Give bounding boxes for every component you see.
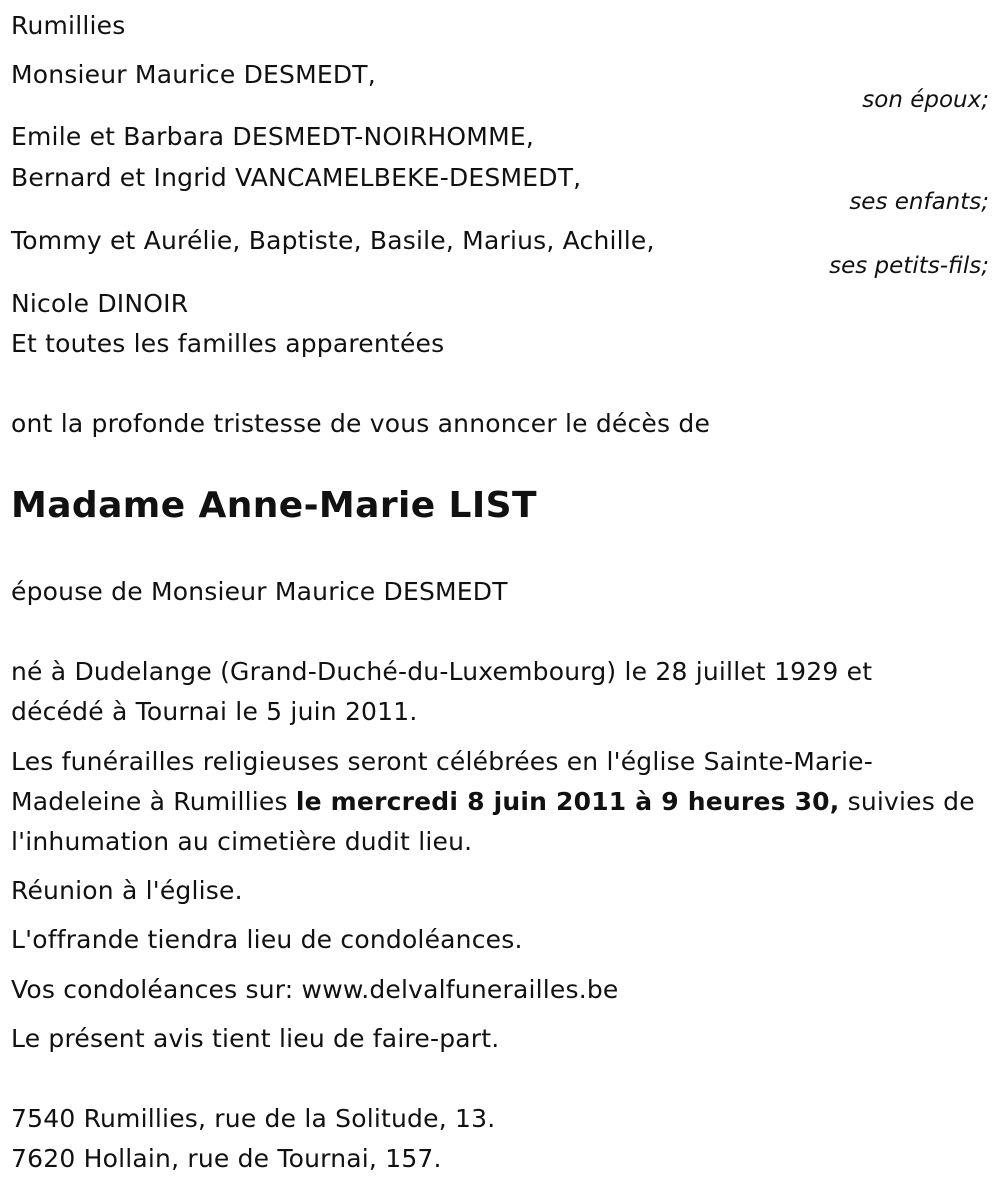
child-line-1: Emile et Barbara DESMEDT-NOIRHOMME, (11, 122, 534, 151)
address-2: 7620 Hollain, rue de Tournai, 157. (11, 1144, 442, 1173)
funeral-line-2 (11, 782, 975, 822)
death-line: décédé à Tournai le 5 juin 2011. (11, 697, 418, 726)
address-1: 7540 Rumillies, rue de la Solitude, 13. (11, 1104, 496, 1133)
announcement-text: ont la profonde tristesse de vous annoncer le décès de (11, 409, 711, 438)
funeral-line-3: l'inhumation au cimetière dudit lieu. (11, 827, 473, 856)
locality: Rumillies (11, 11, 126, 40)
note-condolences-url: Vos condoléances sur: www.delvalfunerailles.be (11, 975, 619, 1004)
birth-line: né à Dudelange (Grand-Duché-du-Luxembourg) le 28 juillet 1929 et (11, 657, 873, 686)
other-relative-2: Et toutes les familles apparentées (11, 329, 445, 358)
note-offering: L'offrande tiendra lieu de condoléances. (11, 925, 523, 954)
note-notice: Le présent avis tient lieu de faire-part. (11, 1024, 500, 1053)
children-relation: ses enfants; (849, 189, 989, 215)
funeral-line-1: Les funérailles religieuses seront célébrées en l'église Sainte-Marie- (11, 747, 873, 776)
other-relative-1: Nicole DINOIR (11, 289, 189, 318)
child-line-2: Bernard et Ingrid VANCAMELBEKE-DESMEDT, (11, 163, 582, 192)
spouse-relation: son époux; (862, 87, 989, 113)
funeral-date-time: le mercredi 8 juin 2011 à 9 heures 30, (295, 787, 840, 816)
funeral-line-2-end: suivies de (839, 787, 975, 816)
deceased-spouse-of: épouse de Monsieur Maurice DESMEDT (11, 577, 508, 606)
spouse-name: Monsieur Maurice DESMEDT, (11, 60, 376, 89)
deceased-name: Madame Anne-Marie LIST (11, 485, 537, 526)
grandchildren-names: Tommy et Aurélie, Baptiste, Basile, Marius, Achille, (11, 226, 655, 255)
note-gathering: Réunion à l'église. (11, 876, 243, 905)
funeral-line-2-start: Madeleine à Rumillies (11, 787, 296, 816)
grandchildren-relation: ses petits-fils; (829, 253, 989, 279)
obituary-notice (11, 0, 989, 1193)
